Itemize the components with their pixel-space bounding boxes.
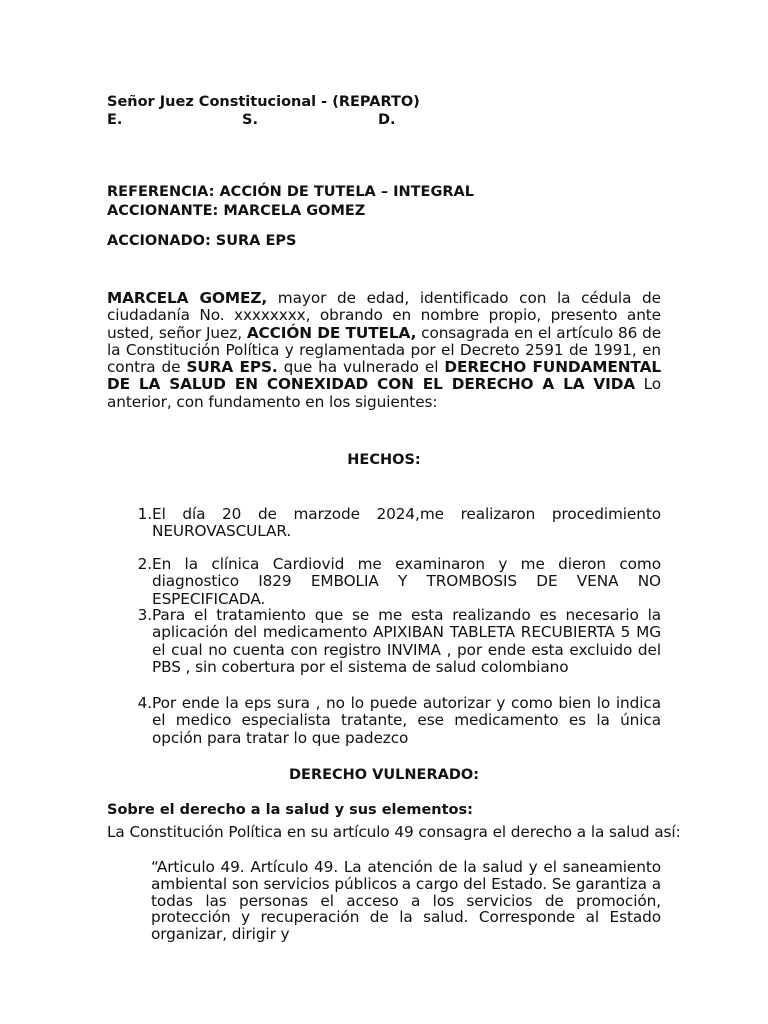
intro-text-1: mayor de edad, identificado con la cédula de ciudadanía No. xxxxxxxx, obrando en nombre propio, presento ante usted, señor Juez, bbox=[107, 289, 661, 342]
fact-text: Por ende la eps sura , no lo puede autorizar y como bien lo indica el medico especialista tratante, ese medicamento es la única opción para tratar lo que padezco bbox=[152, 694, 661, 747]
fact-item bbox=[120, 556, 661, 608]
intro-text-2: consagrada en el artículo 86 de la Constitución Política y reglamentada por el Decreto 2591 de 1991, en contra de bbox=[107, 323, 661, 377]
addressee-line: Señor Juez Constitucional - (REPARTO) bbox=[107, 94, 420, 110]
fact-number: 3. bbox=[137, 606, 152, 624]
accionante-name: MARCELA GOMEZ, bbox=[107, 289, 268, 307]
fact-item bbox=[120, 695, 661, 747]
fact-text: Para el tratamiento que se me esta realizando es necesario la aplicación del medicamento APIXIBAN TABLETA RECUBIERTA 5 MG el cual no cuenta con registro INVIMA , por ende esta excluido del PBS , sin cobertura por el sistema de salud colombiano bbox=[152, 606, 661, 676]
esd-d: D. bbox=[378, 112, 396, 128]
derecho-intro: La Constitución Política en su artículo 49 consagra el derecho a la salud así: bbox=[107, 823, 681, 841]
referencia-line: REFERENCIA: ACCIÓN DE TUTELA – INTEGRAL bbox=[107, 184, 474, 200]
fact-item bbox=[120, 607, 661, 676]
esd-s: S. bbox=[242, 112, 258, 128]
intro-text-4: Lo anterior, con fundamento en los siguientes: bbox=[107, 375, 661, 411]
accionado-line: ACCIONADO: SURA EPS bbox=[107, 233, 297, 249]
intro-text-3: que ha vulnerado el bbox=[277, 358, 445, 377]
fact-number: 4. bbox=[137, 694, 152, 712]
derecho-subtitle: Sobre el derecho a la salud y sus elementos: bbox=[107, 802, 473, 818]
accion-tutela-bold: ACCIÓN DE TUTELA, bbox=[246, 323, 417, 342]
fact-number: 2. bbox=[137, 555, 152, 573]
fact-number: 1. bbox=[137, 505, 152, 523]
fact-text: El día 20 de marzode 2024,me realizaron procedimiento NEUROVASCULAR. bbox=[152, 505, 661, 541]
sura-eps-bold: SURA EPS. bbox=[186, 358, 278, 377]
article-49-quote: “Articulo 49. Artículo 49. La atención de la salud y el saneamiento ambiental son servicios públicos a cargo del Estado. Se garantiza a todas las personas el acceso a los servicios de promoción, protección y recuperación de la salud. Corresponde al Estado organizar, dirigir y bbox=[151, 858, 661, 944]
derecho-vulnerado-heading: DERECHO VULNERADO: bbox=[289, 767, 479, 783]
esd-e: E. bbox=[107, 112, 123, 128]
fact-item bbox=[120, 506, 661, 541]
fact-text: En la clínica Cardiovid me examinaron y me dieron como diagnostico I829 EMBOLIA Y TROMBOSIS DE VENA NO ESPECIFICADA. bbox=[152, 555, 661, 608]
intro-paragraph bbox=[107, 290, 661, 411]
accionante-line: ACCIONANTE: MARCELA GOMEZ bbox=[107, 203, 366, 219]
derecho-fundamental-bold: DERECHO FUNDAMENTAL DE LA SALUD EN CONEXIDAD CON EL DERECHO A LA VIDA bbox=[107, 358, 661, 394]
hechos-heading: HECHOS: bbox=[347, 452, 421, 468]
